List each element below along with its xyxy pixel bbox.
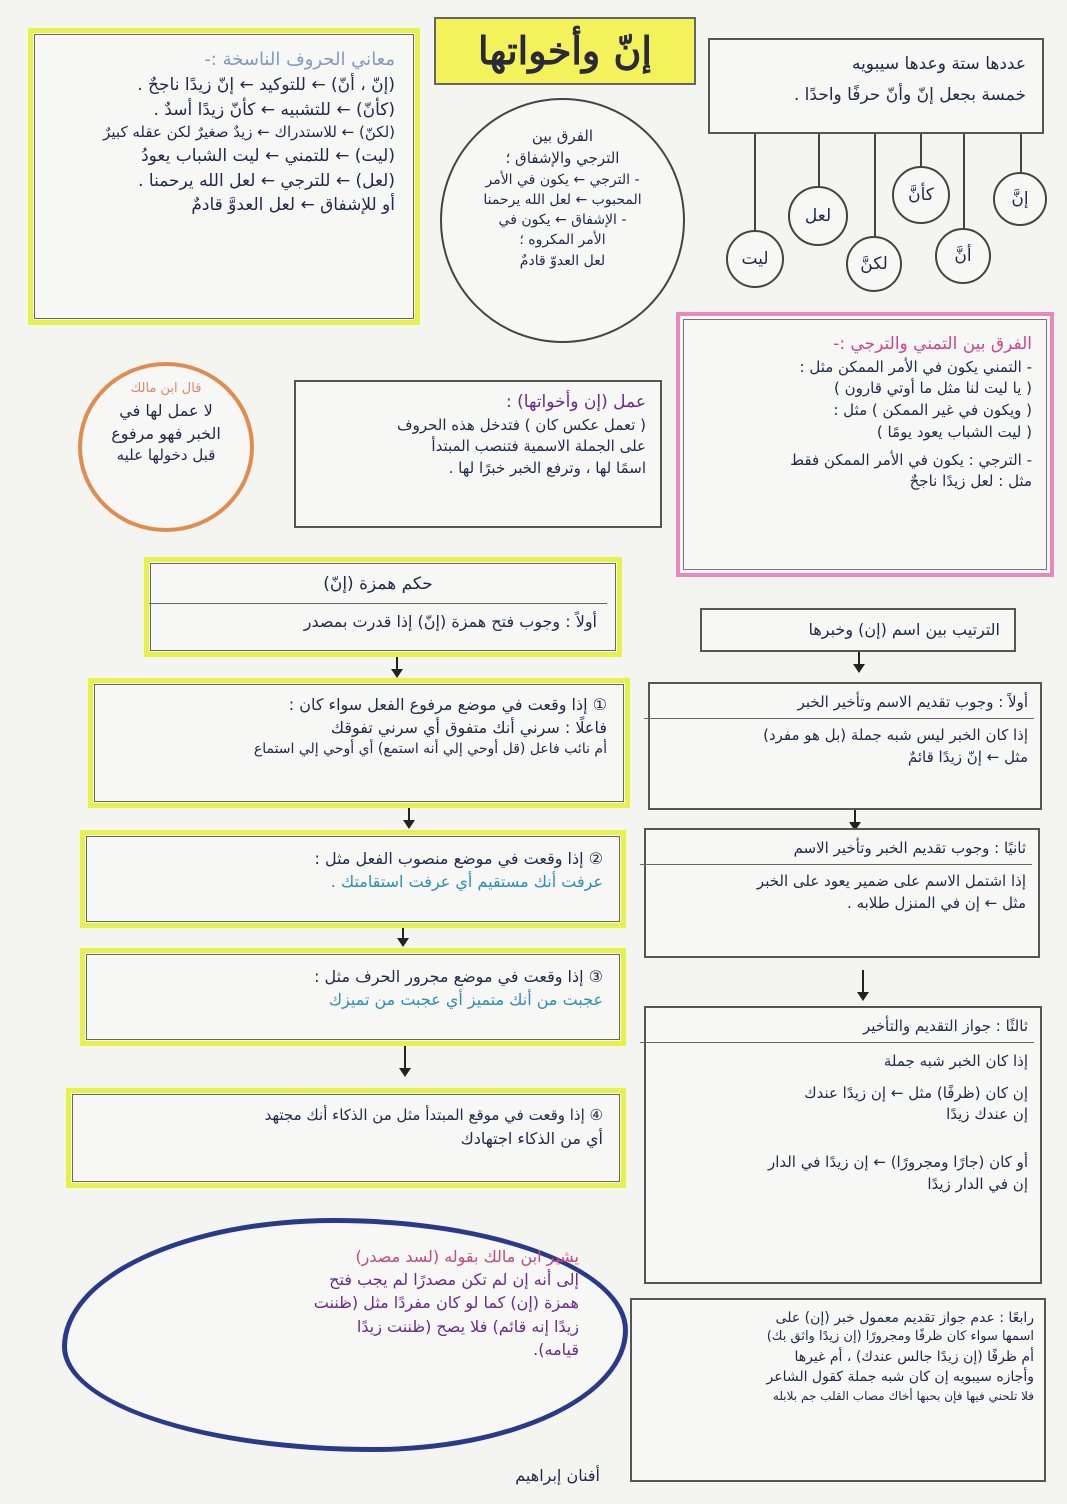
order-section-3 <box>644 1006 1042 1284</box>
count-box <box>708 38 1044 134</box>
particle-anna: أنَّ <box>935 228 991 284</box>
particle-inna: إنَّ <box>993 172 1047 226</box>
particle-laalla: لعل <box>788 186 848 246</box>
order-section-4 <box>630 1298 1046 1482</box>
wish-line: - الترجي : يكون في الأمر الممكن فقط <box>790 450 1032 469</box>
meanings-line: (كأنّ) ← للتشبيه ← كأنّ زيدًا أسدٌ . <box>153 99 395 120</box>
ibn-malik-line: الخبر فهو مرفوع <box>111 424 221 444</box>
order-line: وأجازه سيبويه إن كان شبه جملة كقول الشاعر <box>766 1369 1034 1386</box>
wish-box <box>676 312 1054 577</box>
particle-lakinna: لكنَّ <box>846 236 902 292</box>
ibn-malik-line: قبل دخولها عليه <box>116 446 216 465</box>
case-line: فاعلًا : سرني أنك متفوق أي سرني تفوقك <box>330 718 607 738</box>
work-line: اسمًا لها ، وترفع الخبر خبرًا لها . <box>448 459 646 478</box>
wish-line: ( ليت الشباب يعود يومًا ) <box>876 422 1032 441</box>
hamza-case-2 <box>80 830 626 928</box>
order-line: إذا كان الخبر ليس شبه جملة (بل هو مفرد) <box>763 725 1028 744</box>
case-line: ④ إذا وقعت في موقع المبتدأ مثل من الذكاء أنك مجتهد <box>264 1106 603 1124</box>
order-line: أو كان (جارًا ومجرورًا) ← إن زيدًا في الدار <box>767 1153 1028 1171</box>
wish-line: مثل : لعل زيدًا ناجحٌ <box>909 472 1032 491</box>
meanings-line: (لعل) ← للترجي ← لعل الله يرحمنا . <box>138 170 395 191</box>
meanings-line: (ليت) ← للتمني ← ليت الشباب يعودُ <box>141 146 395 167</box>
count-line-1: عددها ستة وعدها سيبويه <box>851 54 1026 74</box>
circle-line: الأمر المكروه ؛ <box>519 232 606 249</box>
circle-line: - الترجي ← يكون في الأمر <box>485 171 640 188</box>
order-line: إذا كان الخبر شبه جملة <box>883 1051 1028 1070</box>
cloud-line: زيدًا إنه قائم) فلا يصح (ظننت زيدًا <box>356 1316 579 1336</box>
hamza-case-3 <box>80 948 626 1046</box>
wish-line: ( يا ليت لنا مثل ما أوتي قارون ) <box>834 379 1032 398</box>
circle-line: لعل العدوّ قادمٌ <box>519 252 606 269</box>
particle-kaanna: كأنَّ <box>892 166 950 224</box>
order-section-1 <box>648 682 1042 810</box>
hamza-case-1 <box>88 678 630 808</box>
wish-heading: الفرق بين التمني والترجي :- <box>833 334 1032 354</box>
order-line: رابعًا : عدم جواز تقديم معمول خبر (إن) على <box>775 1310 1034 1326</box>
meanings-line: (لكنّ) ← للاستدراك ← زيدٌ صغيرٌ لكن عقله كبيرٌ <box>103 123 395 142</box>
order-line: أم ظرفًا (إن زيدًا جالس عندك) ، أم غيرها <box>794 1349 1034 1366</box>
circle-line: - الإشفاق ← يكون في <box>498 212 627 229</box>
meanings-heading: معاني الحروف الناسخة :- <box>204 49 395 70</box>
circle-line: الترجي والإشفاق ؛ <box>505 148 620 167</box>
circle-line: المحبوب ← لعل الله يرحمنا <box>483 191 642 208</box>
order-s2-heading: ثانيًا : وجوب تقديم الخبر وتأخير الاسم <box>793 839 1026 857</box>
meanings-box <box>28 28 420 325</box>
order-section-2 <box>644 828 1040 958</box>
case-line: عجبت من أنك متميز أي عجبت من تميزك <box>328 990 603 1010</box>
order-line: فلا تلحني فيها فإن بحبها أخاك مصاب القلب جم بلابله <box>772 1388 1034 1403</box>
wish-line: - التمني يكون في الأمر الممكن مثل : <box>799 357 1032 376</box>
meanings-line: أو للإشفاق ← لعل العدوَّ قادمٌ <box>191 195 395 216</box>
case-line: أم نائب فاعل (قل أوحي إلي أنه استمع) أي أوحي إلي استماع <box>253 741 607 758</box>
cloud-line: إلى أنه إن لم تكن مصدرًا لم يجب فتح <box>329 1270 579 1290</box>
circle-line: الفرق بين <box>531 127 594 145</box>
case-line: ② إذا وقعت في موضع منصوب الفعل مثل : <box>314 849 603 868</box>
wish-line: ( ويكون في غير الممكن ) مثل : <box>833 401 1032 420</box>
ibn-malik-heading: قال ابن مالك <box>130 381 202 396</box>
ibn-malik-line: لا عمل لها في <box>119 400 213 420</box>
work-heading: عمل (إن وأخواتها) : <box>506 392 646 412</box>
order-line: إن عندك زيدًا <box>946 1105 1028 1124</box>
work-line: ( تعمل عكس كان ) فتدخل هذه الحروف <box>397 415 646 434</box>
meanings-line: (إنّ ، أنّ) ← للتوكيد ← إنّ زيدًا ناجحٌ . <box>137 75 395 96</box>
cloud-line: همزة (إن) كما لو كان مفردًا مثل (ظننت <box>313 1293 579 1313</box>
order-line: مثل ← إنّ زيدًا قائمٌ <box>907 747 1028 766</box>
order-line: مثل ← إن في المنزل طلابه . <box>847 893 1026 912</box>
particle-layta: ليت <box>726 230 784 288</box>
note-cloud <box>62 1218 628 1452</box>
hamza-header <box>144 557 622 657</box>
order-s1-heading: أولاً : وجوب تقديم الاسم وتأخير الخبر <box>797 693 1028 711</box>
order-line: إن كان (ظرفًا) مثل ← إن زيدًا عندك <box>804 1083 1028 1102</box>
work-box <box>294 380 662 528</box>
ibn-malik-circle <box>78 362 254 532</box>
order-header: الترتيب بين اسم (إن) وخبرها <box>700 608 1016 652</box>
page-title: إنّ وأخواتها <box>434 17 696 85</box>
work-line: على الجملة الاسمية فتنصب المبتدأ <box>431 437 646 456</box>
cloud-line: يشير ابن مالك بقوله (لسد مصدر) <box>355 1247 579 1266</box>
order-line: إذا اشتمل الاسم على ضمير يعود على الخبر <box>756 871 1026 890</box>
hamza-heading: حكم همزة (إنّ) <box>323 574 433 594</box>
case-line: عرفت أنك مستقيم أي عرفت استقامتك . <box>330 872 603 892</box>
count-line-2: خمسة بجعل إنّ وأنّ حرفًا واحدًا . <box>793 84 1026 105</box>
case-line: ③ إذا وقعت في موضع مجرور الحرف مثل : <box>314 967 603 986</box>
case-line: أي من الذكاء اجتهادك <box>460 1128 603 1148</box>
order-s3-heading: ثالثًا : جواز التقديم والتأخير <box>862 1017 1028 1035</box>
author-signature: أفنان إبراهيم <box>515 1466 600 1485</box>
cloud-line: قيامه). <box>533 1339 579 1359</box>
order-line: اسمها سواء كان ظرفًا ومجرورًا (إن زيدًا واثق بك) <box>766 1329 1034 1345</box>
order-line: إن في الدار زيدًا <box>927 1174 1028 1193</box>
difference-circle <box>440 98 685 343</box>
hamza-case-4 <box>66 1088 626 1188</box>
case-line: ① إذا وقعت في موضع مرفوع الفعل سواء كان : <box>288 695 607 714</box>
hamza-first: أولاً : وجوب فتح همزة (إنّ) إذا قدرت بمصدر <box>303 611 597 631</box>
